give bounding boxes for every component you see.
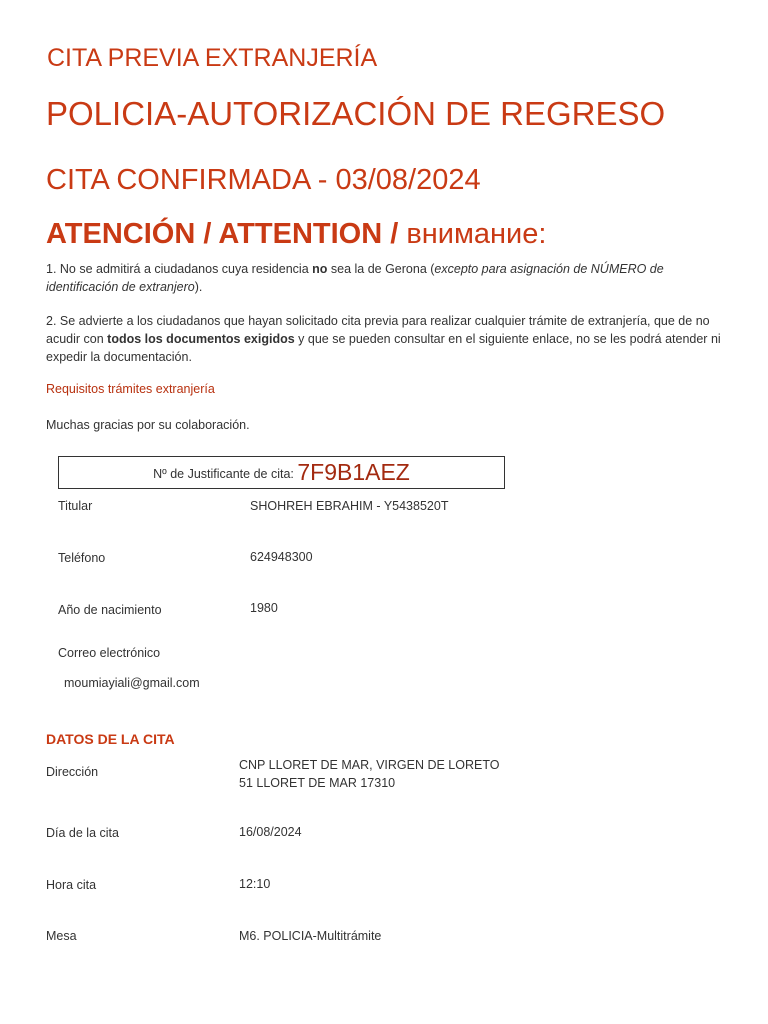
requirements-link[interactable]: Requisitos trámites extranjería — [46, 382, 215, 396]
address-value — [239, 756, 499, 792]
notice-p2-text-2: y que se pueden consultar en el siguiente enlace, no se les podrá atender ni expedir la documentación. — [46, 332, 721, 364]
appointment-section-title: DATOS DE LA CITA — [46, 731, 175, 747]
notice-paragraph-2 — [46, 312, 726, 366]
time-value: 12:10 — [239, 877, 271, 891]
time-label: Hora cita — [46, 878, 97, 892]
titular-value: SHOHREH EBRAHIM - Y5438520T — [250, 499, 449, 513]
phone-value: 624948300 — [250, 550, 313, 564]
titular-label: Titular — [58, 499, 93, 513]
attention-russian: внимание: — [398, 218, 547, 250]
confirmation-title: CITA CONFIRMADA - 03/08/2024 — [46, 164, 481, 196]
justificante-label: Nº de Justificante de cita: — [153, 467, 294, 481]
email-value: moumiayiali@gmail.com — [64, 676, 200, 690]
date-value: 16/08/2024 — [239, 825, 302, 839]
justificante-box — [58, 456, 505, 489]
justificante-code: 7F9B1AEZ — [297, 459, 410, 485]
notice-p1-text: 1. No se admitirá a ciudadanos cuya residencia — [46, 262, 313, 276]
phone-label: Teléfono — [58, 551, 106, 565]
site-title: CITA PREVIA EXTRANJERÍA — [47, 44, 378, 72]
birth-year-label: Año de nacimiento — [58, 603, 162, 617]
desk-label: Mesa — [46, 929, 77, 943]
attention-bold: ATENCIÓN / ATTENTION / — [46, 218, 399, 250]
email-label: Correo electrónico — [58, 646, 161, 660]
notice-p1-italic: excepto para asignación de NÚMERO de identificación de extranjero — [46, 262, 664, 294]
thanks-text: Muchas gracias por su colaboración. — [46, 418, 250, 432]
birth-year-value: 1980 — [250, 601, 278, 615]
service-title: POLICIA-AUTORIZACIÓN DE REGRESO — [46, 95, 666, 132]
address-line-1: CNP LLORET DE MAR, VIRGEN DE LORETO — [239, 758, 500, 772]
notice-p1-bold: no — [312, 262, 328, 276]
notice-p2-bold: todos los documentos exigidos — [107, 332, 295, 346]
desk-value: M6. POLICIA-Multitrámite — [239, 929, 382, 943]
notice-p2-text: 2. Se advierte a los ciudadanos que hayan solicitado cita previa para realizar cualquier trámite de extranjería, que de no acudir con — [46, 314, 710, 346]
address-line-2: 51 LLORET DE MAR 17310 — [239, 776, 396, 790]
attention-heading — [46, 218, 546, 251]
address-label: Dirección — [46, 765, 99, 779]
notice-p1-text-3: ). — [194, 280, 203, 294]
notice-p1-text-2: sea la de Gerona ( — [327, 262, 435, 276]
date-label: Día de la cita — [46, 826, 119, 840]
notice-paragraph-1 — [46, 260, 726, 296]
